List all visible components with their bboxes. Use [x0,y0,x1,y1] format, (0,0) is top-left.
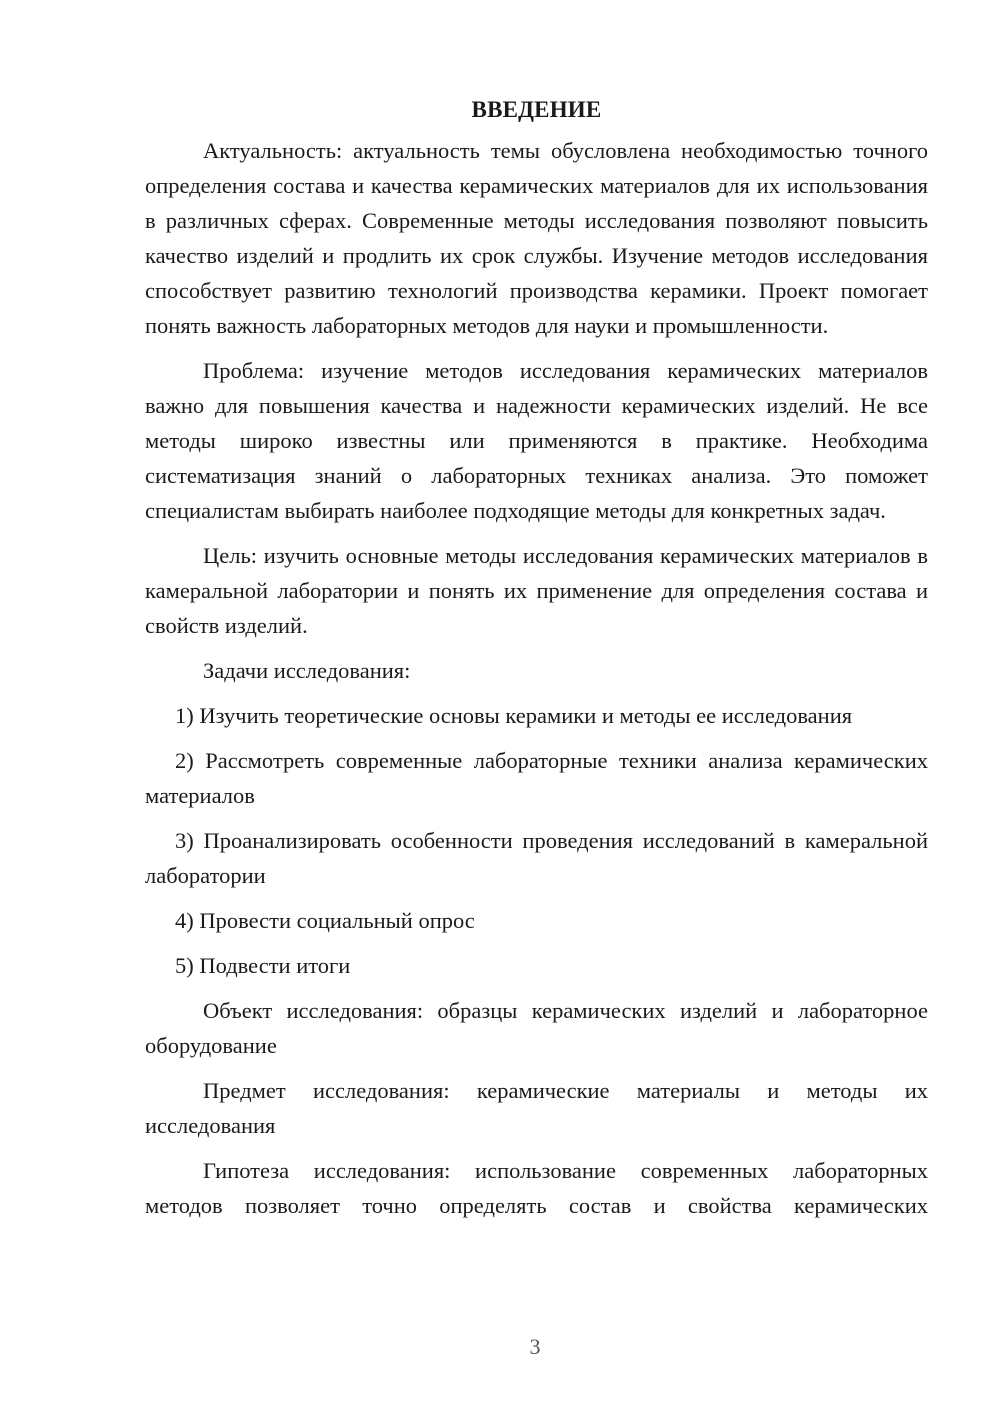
page-title: ВВЕДЕНИЕ [471,97,602,122]
goal-paragraph: Цель: изучить основные методы исследования керамических материалов в камеральной лаборатории и понять их применение для определения состава и свойств изделий. [145,543,928,638]
problem-paragraph: Проблема: изучение методов исследования керамических материалов важно для повышения качества и надежности керамических изделий. Не все методы широко известны или применяются в практике. Необходима систематизация знаний о лабораторных техниках анализа. Это поможет специалистам выбирать наиболее подходящие методы для конкретных задач. [145,358,928,523]
tasks-heading: Задачи исследования: [203,658,411,683]
task-item-4: 4) Провести социальный опрос [175,908,475,933]
object-paragraph: Объект исследования: образцы керамических изделий и лабораторное оборудование [145,998,928,1058]
task-item-3: 3) Проанализировать особенности проведения исследований в камеральной лаборатории [145,828,928,888]
task-item-1: 1) Изучить теоретические основы керамики и методы ее исследования [175,703,853,728]
subject-paragraph: Предмет исследования: керамические материалы и методы их исследования [145,1078,928,1138]
relevance-paragraph: Актуальность: актуальность темы обусловлена необходимостью точного определения состава и качества керамических материалов для их использования в различных сферах. Современные методы исследования позволяют повысить качество изделий и продлить их срок службы. Изучение методов исследования способствует развитию технологий производства керамики. Проект помогает понять важность лабораторных методов для науки и промышленности. [145,138,928,338]
hypothesis-paragraph: Гипотеза исследования: использование современных лабораторных методов позволяет точно определять состав и свойства керамических [145,1158,928,1218]
page-number: 3 [529,1334,541,1359]
document-page [145,95,928,1233]
task-item-2: 2) Рассмотреть современные лабораторные техники анализа керамических материалов [145,748,928,808]
task-item-5: 5) Подвести итоги [175,953,351,978]
